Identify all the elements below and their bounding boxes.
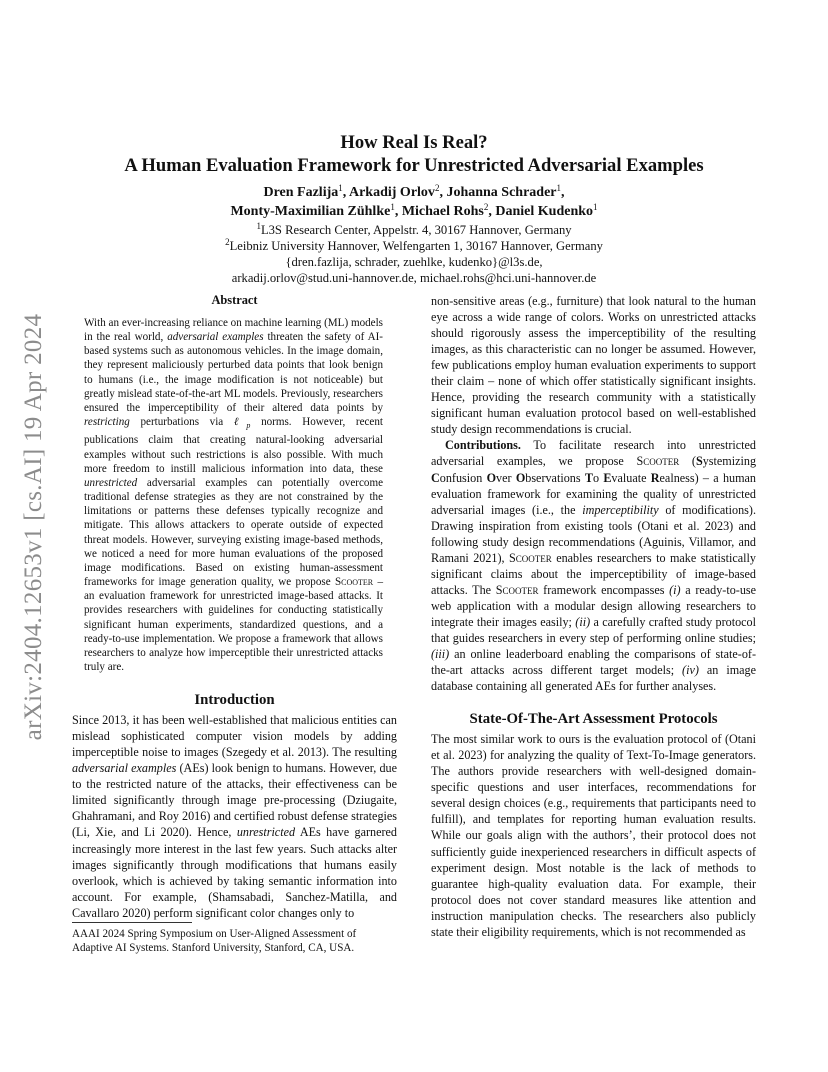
arxiv-identifier: arXiv:2404.12653v1 [cs.AI] 19 Apr 2024 bbox=[20, 313, 47, 741]
author-affiliation-mark: 1 bbox=[390, 202, 395, 212]
affiliations bbox=[72, 222, 756, 286]
author-name: Daniel Kudenko bbox=[495, 204, 594, 219]
author-name: Johanna Schrader bbox=[446, 185, 557, 200]
author-affiliation-mark: 1 bbox=[338, 183, 343, 193]
affiliation-mark: 2 bbox=[225, 237, 230, 247]
footnote-rule bbox=[72, 922, 192, 923]
sota-paragraph: The most similar work to ours is the evaluation protocol of (Otani et al. 2023) for analyzing the quality of Text-To-Image generators. The authors provide researchers with well-designed domain-specific questions and user interfaces, recommendations for several design choices (e.g., requirements that participants need to fulfill), and templates for reporting human evaluation results. While our goals align with the authors’, their protocol does not sufficiently guide inexperienced researchers in difficult aspects of experiment design. Most notable is the lack of methods to guarantee high-quality evaluation data. For example, their protocol does not cover standard measures like attention and instruction manipulation checks. The researchers also publicly state their eligibility requirements, which is not recommended as bbox=[431, 732, 756, 939]
author-affiliation-mark: 2 bbox=[434, 183, 440, 193]
introduction-heading: Introduction bbox=[194, 692, 275, 709]
abstract-text: With an ever-increasing reliance on machine learning (ML) models in the real world, adversarial examples threaten the safety of AI-based systems such as autonomous vehicles. In the image domain, they represent maliciously perturbed data points that look benign to humans (i.e., the image modification is not noticeable) but greatly mislead state-of-the-art ML models. Previously, researchers ensured the imperceptibility of their altered data points by restricting perturbations via ℓ$_p$ norms. However, recent publications claim that creating natural-looking adversarial examples without such restrictions is also possible. With much more freedom to instill malicious information into data, these unrestricted adversarial examples can potentially overcome traditional defense strategies as they are not constrained by the limitations or patterns these defenses typically recognize and mitigate. This allows attackers to operate outside of expected threat models. However, surveying existing image-based methods, we noticed a need for more human evaluations of the proposed image modifications. Based on existing human-assessment frameworks for image generation quality, we propose Scooter – an evaluation framework for unrestricted image-based attacks. It provides researchers with guidelines for conducting statistically significant human experiments, standardized questions, and a ready-to-use implementation. We propose a framework that allows researchers to analyze how imperceptible their unrestricted attacks truly are. bbox=[84, 317, 383, 673]
author-affiliation-mark: 1 bbox=[556, 183, 562, 193]
email-line-1: {dren.fazlija, schrader, zuehlke, kudenko}@l3s.de, bbox=[285, 255, 543, 269]
affiliation-2: $^2$Leibniz University Hannover, Welfengarten 1, 30167 Hannover, Germany bbox=[225, 237, 603, 253]
email-line-2: arkadij.orlov@stud.uni-hannover.de, michael.rohs@hci.uni-hannover.de bbox=[231, 271, 597, 285]
affiliation-mark: 1 bbox=[256, 221, 261, 231]
abstract-heading: Abstract bbox=[211, 293, 258, 307]
contributions-label: Contributions. bbox=[445, 438, 521, 453]
paper-header bbox=[72, 131, 756, 286]
footnote bbox=[72, 922, 397, 955]
arxiv-identifier-sidebar bbox=[14, 292, 54, 762]
left-column bbox=[72, 292, 397, 921]
title-line-2: A Human Evaluation Framework for Unrestricted Adversarial Examples bbox=[124, 155, 704, 176]
author-affiliation-mark: 2 bbox=[483, 202, 489, 212]
author-name: Dren Fazlija bbox=[263, 185, 339, 200]
sota-heading: State-Of-The-Art Assessment Protocols bbox=[469, 711, 718, 728]
affiliation-1: $^1$L3S Research Center, Appelstr. 4, 30167 Hannover, Germany bbox=[256, 221, 572, 237]
author-list: Dren Fazlija$^1$, Arkadij Orlov$^2$, Johanna Schrader$^1$, Monty-Maximilian Zühlke$^1$, Michael Rohs$^2$, Daniel Kudenko$^1$ bbox=[230, 183, 598, 219]
author-name: Michael Rohs bbox=[401, 204, 484, 219]
author-name: Monty-Maximilian Zühlke bbox=[230, 204, 391, 219]
author-affiliation-mark: 1 bbox=[593, 202, 598, 212]
title-line-1: How Real Is Real? bbox=[340, 132, 488, 153]
paper-title bbox=[72, 131, 756, 177]
contributions-paragraph: Contributions. To facilitate research into unrestricted adversarial examples, we propose Scooter (Systemizing Confusion Over Observations To Evaluate Realness) – a human evaluation framework for examining the quality of unrestricted adversarial images (i.e., the imperceptibility of modifications). Drawing inspiration from existing tools (Otani et al. 2023) and following study design recommendations (Aguinis, Villamor, and Ramani 2021), Scooter enables researchers to make statistically significant claims about the imperceptibility of image-based attacks. The Scooter framework encompasses (i) a ready-to-use web application with a modular design allowing researchers to integrate their images easily; (ii) a carefully crafted study protocol that guides researchers in every step of performing online studies; (iii) an online leaderboard enabling the comparisons of state-of-the-art attacks across different target models; (iv) an image database containing all generated AEs for further analyses. bbox=[431, 438, 757, 694]
intro-continued-paragraph: non-sensitive areas (e.g., furniture) that look natural to the human eye across a wide range of colors. Works on unrestricted attacks should rigorously assess the imperceptibility of the resulting images, as this characteristic can no longer be assumed. However, few publications employ human evaluation experiments to support their claim – none of which offer statistically significant insights. Hence, providing the research community with a statistically significant human evaluation protocol based on well-established study design recommendations is crucial. bbox=[431, 294, 756, 437]
right-column bbox=[431, 293, 756, 940]
footnote-text: AAAI 2024 Spring Symposium on User-Aligned Assessment of Adaptive AI Systems. Stanford University, Stanford, CA, USA. bbox=[72, 928, 357, 955]
introduction-paragraph: Since 2013, it has been well-established that malicious entities can mislead sophisticated computer vision models by adding imperceptible noise to images (Szegedy et al. 2013). The resulting adversarial examples (AEs) look benign to humans. However, due to the restricted nature of the attacks, their effectiveness can be limited significantly through image pre-processing (Dziugaite, Ghahramani, and Roy 2016) and certified robust defense strategies (Li, Xie, and Li 2020). Hence, unrestricted AEs have garnered increasingly more interest in the last few years. Such attacks alter images significantly through modifications that humans easily overlook, which is achieved by taking semantic information into account. For example, (Shamsabadi, Sanchez-Matilla, and Cavallaro 2020) perform significant color changes only to bbox=[72, 713, 397, 920]
author-name: Arkadij Orlov bbox=[348, 185, 435, 200]
